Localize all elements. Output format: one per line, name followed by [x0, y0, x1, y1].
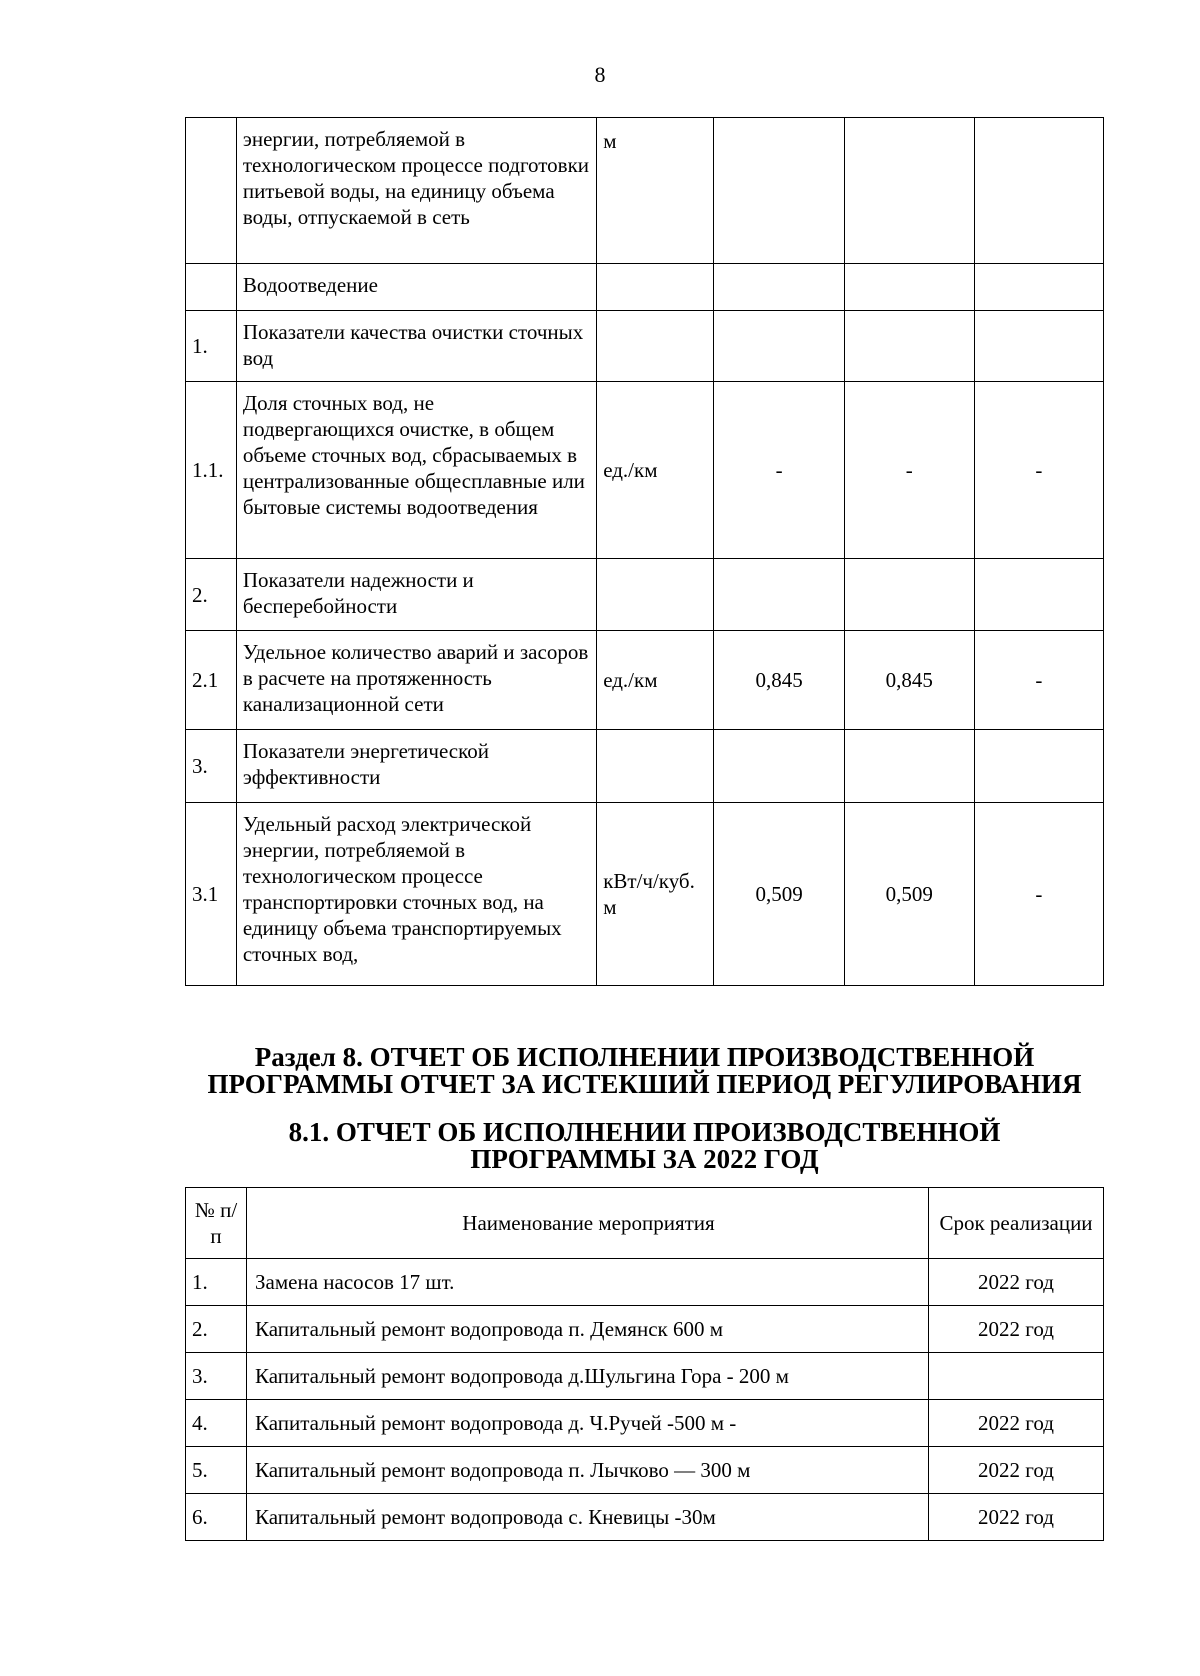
value-cell	[844, 730, 974, 803]
row-number: 1.	[186, 311, 237, 382]
table-row	[186, 311, 1104, 382]
indicator-name: Показатели энергетической эффективности	[236, 730, 596, 803]
unit-cell: ед./км	[597, 382, 714, 559]
value-cell	[844, 311, 974, 382]
table-header-row	[186, 1188, 1104, 1259]
measure-name: Капитальный ремонт водопровода д. Ч.Ручей -500 м -	[247, 1400, 929, 1447]
term-cell: 2022 год	[929, 1306, 1104, 1353]
unit-cell	[597, 730, 714, 803]
table-row	[186, 1494, 1104, 1541]
row-number	[186, 118, 237, 264]
value-cell	[974, 118, 1103, 264]
value-cell	[844, 264, 974, 311]
unit-cell: ед./км	[597, 631, 714, 730]
unit-cell: м	[597, 118, 714, 264]
table-row	[186, 1259, 1104, 1306]
value-cell: -	[974, 382, 1103, 559]
header-number: № п/п	[186, 1188, 247, 1259]
table-row	[186, 382, 1104, 559]
indicator-name: Водоотведение	[236, 264, 596, 311]
row-number: 2.1	[186, 631, 237, 730]
value-cell: -	[714, 382, 844, 559]
term-cell: 2022 год	[929, 1400, 1104, 1447]
table-row	[186, 559, 1104, 631]
unit-cell	[597, 559, 714, 631]
indicator-name: Удельный расход электрической энергии, потребляемой в технологическом процессе транспортировки сточных вод, на единицу объема транспортируемых сточных вод,	[236, 803, 596, 986]
value-cell	[714, 559, 844, 631]
measure-name: Капитальный ремонт водопровода п. Демянск 600 м	[247, 1306, 929, 1353]
subsection-title-line-2: ПРОГРАММЫ ЗА 2022 ГОД	[470, 1144, 819, 1174]
value-cell	[844, 118, 974, 264]
value-cell: -	[844, 382, 974, 559]
subsection-title-line-1: 8.1. ОТЧЕТ ОБ ИСПОЛНЕНИИ ПРОИЗВОДСТВЕННОЙ	[288, 1117, 1001, 1147]
value-cell	[974, 559, 1103, 631]
row-number	[186, 264, 237, 311]
value-cell	[974, 264, 1103, 311]
section-title-line-2: ПРОГРАММЫ ОТЧЕТ ЗА ИСТЕКШИЙ ПЕРИОД РЕГУЛИРОВАНИЯ	[207, 1069, 1082, 1099]
value-cell	[844, 559, 974, 631]
value-cell	[714, 311, 844, 382]
indicators-table	[185, 117, 1104, 986]
term-cell: 2022 год	[929, 1494, 1104, 1541]
value-cell	[974, 730, 1103, 803]
header-term: Срок реализации	[929, 1188, 1104, 1259]
indicator-name: Показатели качества очистки сточных вод	[236, 311, 596, 382]
table-row	[186, 730, 1104, 803]
value-cell: -	[974, 631, 1103, 730]
value-cell: -	[974, 803, 1103, 986]
program-report-table	[185, 1187, 1104, 1541]
row-number: 6.	[186, 1494, 247, 1541]
value-cell: 0,845	[844, 631, 974, 730]
value-cell: 0,509	[844, 803, 974, 986]
row-number: 2.	[186, 1306, 247, 1353]
unit-cell	[597, 311, 714, 382]
table-row	[186, 1447, 1104, 1494]
measure-name: Капитальный ремонт водопровода д.Шульгина Гора - 200 м	[247, 1353, 929, 1400]
value-cell: 0,845	[714, 631, 844, 730]
table-row	[186, 1400, 1104, 1447]
row-number: 5.	[186, 1447, 247, 1494]
measure-name: Капитальный ремонт водопровода п. Лычково — 300 м	[247, 1447, 929, 1494]
table-row	[186, 1306, 1104, 1353]
section-title-line-1: Раздел 8. ОТЧЕТ ОБ ИСПОЛНЕНИИ ПРОИЗВОДСТВЕННОЙ	[254, 1042, 1035, 1072]
indicator-name: Удельное количество аварий и засоров в расчете на протяженность канализационной сети	[236, 631, 596, 730]
row-number: 1.	[186, 1259, 247, 1306]
table-row	[186, 264, 1104, 311]
indicator-name: Показатели надежности и бесперебойности	[236, 559, 596, 631]
value-cell	[974, 311, 1103, 382]
term-cell: 2022 год	[929, 1447, 1104, 1494]
measure-name: Замена насосов 17 шт.	[247, 1259, 929, 1306]
header-name: Наименование мероприятия	[247, 1188, 929, 1259]
term-cell	[929, 1353, 1104, 1400]
value-cell: 0,509	[714, 803, 844, 986]
value-cell	[714, 118, 844, 264]
table-row	[186, 631, 1104, 730]
measure-name: Капитальный ремонт водопровода с. Кневицы -30м	[247, 1494, 929, 1541]
indicator-name: энергии, потребляемой в технологическом процессе подготовки питьевой воды, на единицу объема воды, отпускаемой в сеть	[236, 118, 596, 264]
table-row	[186, 803, 1104, 986]
row-number: 1.1.	[186, 382, 237, 559]
page-number: 8	[594, 62, 606, 87]
term-cell: 2022 год	[929, 1259, 1104, 1306]
row-number: 3.1	[186, 803, 237, 986]
indicator-name: Доля сточных вод, не подвергающихся очистке, в общем объеме сточных вод, сбрасываемых в централизованные общесплавные или бытовые системы водоотведения	[236, 382, 596, 559]
row-number: 2.	[186, 559, 237, 631]
row-number: 3.	[186, 1353, 247, 1400]
table-row	[186, 118, 1104, 264]
value-cell	[714, 264, 844, 311]
table-row	[186, 1353, 1104, 1400]
unit-cell	[597, 264, 714, 311]
row-number: 3.	[186, 730, 237, 803]
row-number: 4.	[186, 1400, 247, 1447]
value-cell	[714, 730, 844, 803]
unit-cell: кВт/ч/куб. м	[597, 803, 714, 986]
